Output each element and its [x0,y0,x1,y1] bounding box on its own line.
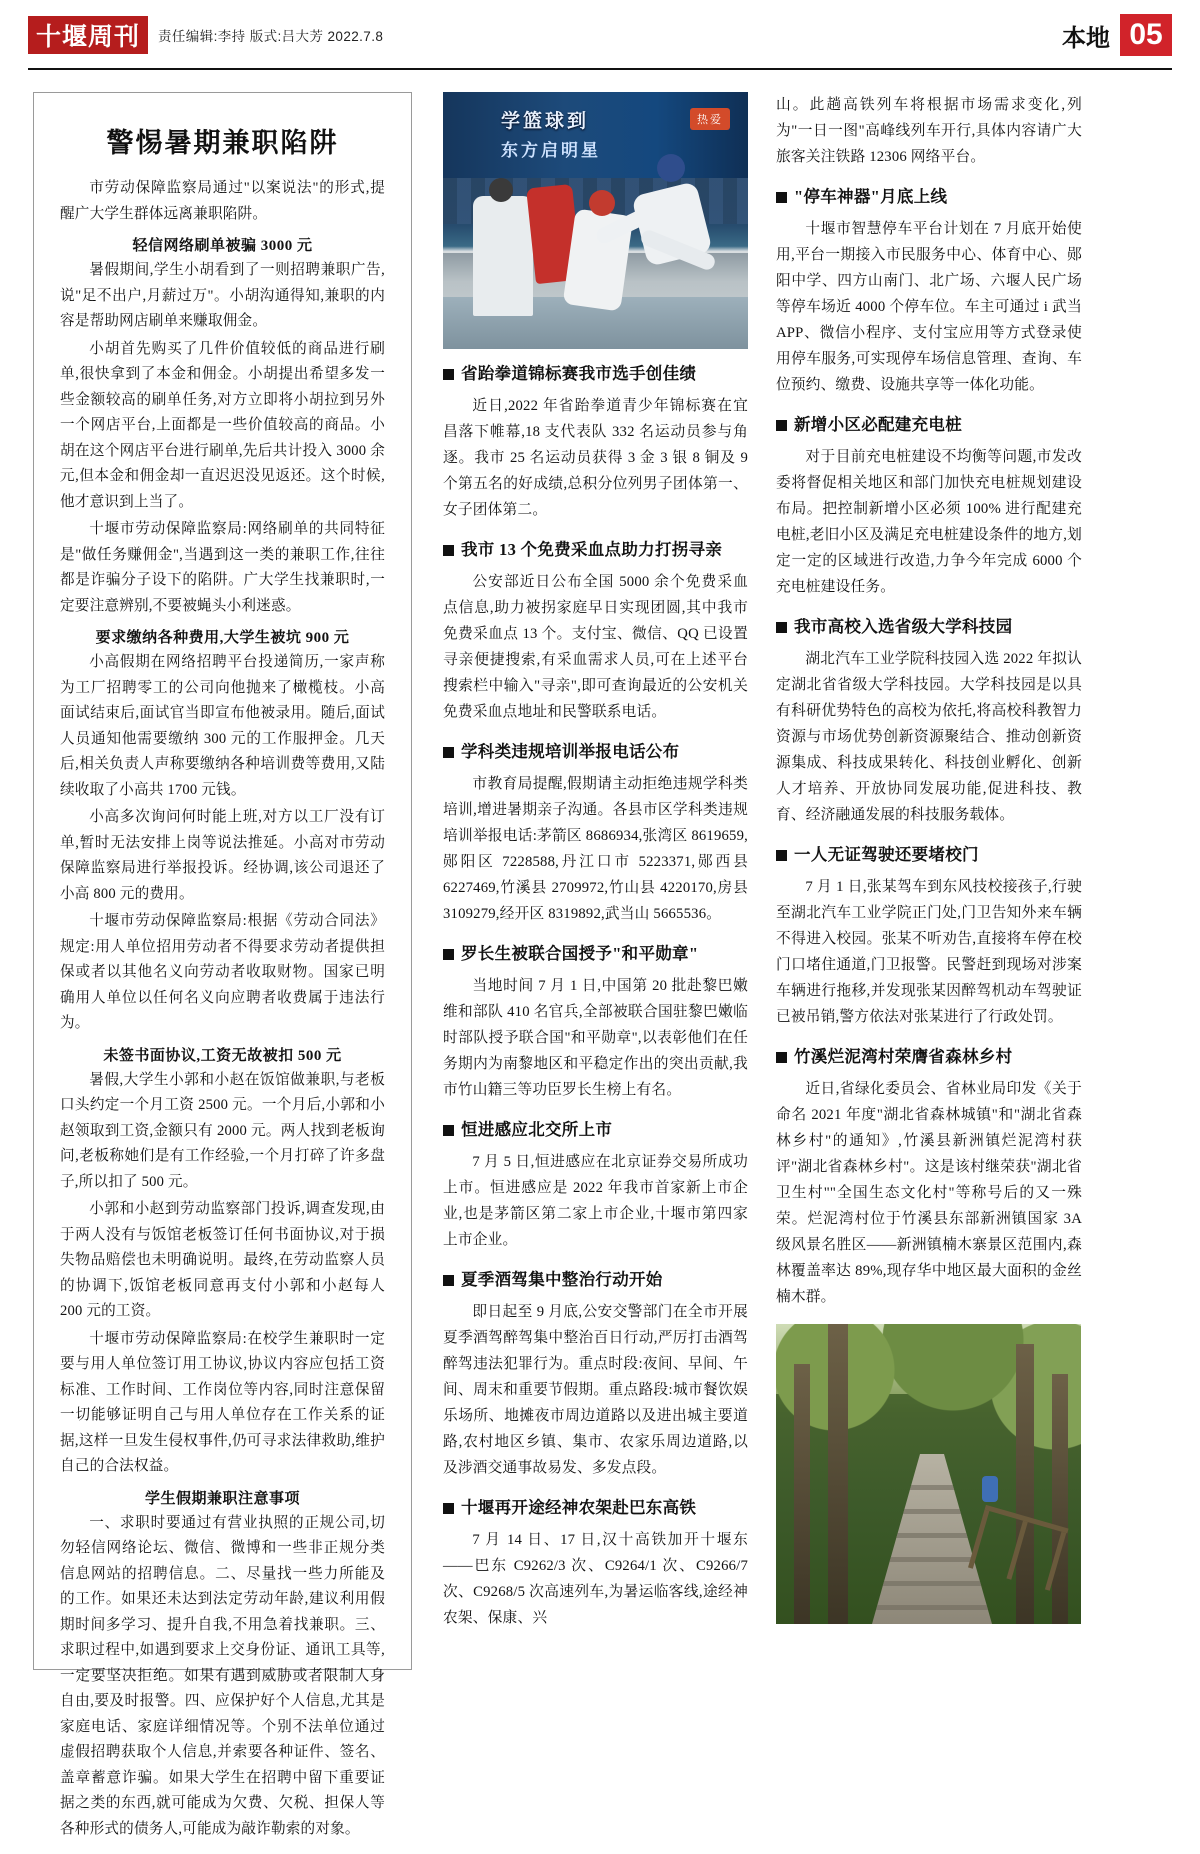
bullet-square-icon [443,545,454,556]
article-title: 罗长生被联合国授予"和平勋章" [461,944,699,963]
paragraph: 对于目前充电桩建设不均衡等问题,市发改委将督促相关地区和部门加快充电桩规划建设布局。把控制新增小区必须 100% 进行配建充电桩,老旧小区及满足充电桩建设条件的地方,划定一定的区域进行改造,力争今年完成 6000 个充电桩建设任务。 [776,449,1082,595]
paragraph: 湖北汽车工业学院科技园入选 2022 年拟认定湖北省省级大学科技园。大学科技园是以具有科研优势特色的高校为依托,将高校科教智力资源与市场优势创新资源聚结合、推动创新资源集成、科技成果转化、科技创业孵化、创新人才培养、开放协同发展功能,促进科技、教育、经济融通发展的科技服务载体。 [776,651,1082,823]
publication-logo: 十堰周刊 [28,16,148,54]
photo-banner-line2: 东方启明星 [501,141,601,160]
paragraph: 近日,2022 年省跆拳道青少年锦标赛在宜昌落下帷幕,18 支代表队 332 名运动员参与角逐。我市 25 名运动员获得 3 金 3 银 8 铜及 9 个第五名的好成绩,总积分位列男子团体第一、女子团体第二。 [443,398,748,518]
article-title: 新增小区必配建充电桩 [794,415,962,434]
masthead-meta: 责任编辑:李持 版式:吕大芳 2022.7.8 [158,29,384,44]
article-title: 我市高校入选省级大学科技园 [794,617,1013,636]
paragraph: 小高多次询问何时能上班,对方以工厂没有订单,暂时无法安排上岗等说法推延。小高对市劳动保障监察局进行举报投诉。经协调,该公司退还了小高 800 元的费用。 [60,809,385,902]
page-title: 警惕暑期兼职陷阱 [106,128,339,158]
page-number-badge: 05 [1120,14,1172,56]
article-heading [443,741,748,763]
forest-village-photo [776,1324,1081,1624]
masthead [0,0,1200,70]
article-title: 恒进感应北交所上市 [461,1120,613,1139]
paragraph: 当地时间 7 月 1 日,中国第 20 批赴黎巴嫩维和部队 410 名官兵,全部被联合国驻黎巴嫩临时部队授予联合国"和平勋章",以表彰他们在任务期内为南黎地区和平稳定作出的突出贡献,我市竹山籍三等功臣罗长生榜上有名。 [443,978,748,1098]
bullet-square-icon [776,622,787,633]
paragraph: 近日,省绿化委员会、省林业局印发《关于命名 2021 年度"湖北省森林城镇"和"湖北省森林乡村"的通知》,竹溪县新洲镇烂泥湾村获评"湖北省森林乡村"。这是该村继荣获"湖北省卫生村""全国生态文化村"等称号后的又一殊荣。烂泥湾村位于竹溪县东部新洲镇国家 3A 级风景名胜区——新洲镇楠木寨景区范围内,森林覆盖率达 89%,现存华中地区最大面积的金丝楠木群。 [776,1081,1082,1305]
article-title: 十堰再开途经神农架赴巴东高铁 [461,1498,697,1517]
article-title: 竹溪烂泥湾村荣膺省森林乡村 [794,1047,1013,1066]
section-label: 本地 [1062,25,1110,52]
paragraph: 十堰市劳动保障监察局:网络刷单的共同特征是"做任务赚佣金",当遇到这一类的兼职工作,往往都是诈骗分子设下的陷阱。广大学生找兼职时,一定要注意辨别,不要被蝇头小利迷惑。 [60,521,385,614]
article-heading [443,1269,748,1291]
subhead-3: 未签书面协议,工资无故被扣 500 元 [103,1047,342,1064]
paragraph: 暑假期间,学生小胡看到了一则招聘兼职广告,说"足不出户,月薪过万"。小胡沟通得知,兼职的内容是帮助网店刷单来赚取佣金。 [60,262,385,329]
column-three [776,92,1082,1624]
article-heading [443,539,748,561]
article-title: 夏季酒驾集中整治行动开始 [461,1270,663,1289]
bullet-square-icon [443,1503,454,1514]
paragraph: 7 月 5 日,恒进感应在北京证券交易所成功上市。恒进感应是 2022 年我市首家新上市企业,也是茅箭区第二家上市企业,十堰市第四家上市企业。 [443,1154,748,1248]
article-heading [776,844,1082,866]
article-title: 学科类违规培训举报电话公布 [461,742,680,761]
paragraph: 十堰市劳动保障监察局:根据《劳动合同法》规定:用人单位招用劳动者不得要求劳动者提供担保或者以其他名义向劳动者收取财物。国家已明确用人单位以任何名义向应聘者收费属于违法行为。 [60,913,385,1031]
paragraph: 小郭和小赵到劳动监察部门投诉,调查发现,由于两人没有与饭馆老板签订任何书面协议,对于损失物品赔偿也未明确说明。最终,在劳动监察人员的协调下,饭馆老板同意再支付小郭和小赵每人 200 元的工资。 [60,1201,385,1319]
article-heading [443,943,748,965]
article-heading [776,1046,1082,1068]
bullet-square-icon [776,1052,787,1063]
bullet-square-icon [776,420,787,431]
paragraph: 7 月 14 日、17 日,汉十高铁加开十堰东——巴东 C9262/3 次、C9264/1 次、C9266/7 次、C9268/5 次高速列车,为暑运临客线,途经神农架、保康、兴 [443,1532,748,1626]
article-heading [443,1497,748,1519]
article-title: "停车神器"月底上线 [794,187,948,206]
subhead-4: 学生假期兼职注意事项 [144,1490,300,1507]
subhead-1: 轻信网络刷单被骗 3000 元 [132,238,313,254]
article-heading [443,1119,748,1141]
article-heading [443,363,748,385]
continuation-paragraph: 山。此趟高铁列车将根据市场需求变化,列为"一日一图"高峰线列车开行,具体内容请广大旅客关注铁路 12306 网络平台。 [776,97,1082,165]
paragraph: 小胡首先购买了几件价值较低的商品进行刷单,很快拿到了本金和佣金。小胡提出希望多发一些金额较高的刷单任务,对方立即将小胡拉到另外一个网店平台,上面都是一些价值较高的商品。小胡在这个网店平台进行刷单,先后共计投入 3000 余元,但本金和佣金却一直迟迟没见返还。这个时候,他才意识到上当了。 [60,340,385,510]
photo-banner-line1: 学篮球到 [501,111,590,132]
article-heading [776,186,1082,208]
paragraph: 即日起至 9 月底,公安交警部门在全市开展夏季酒驾醉驾集中整治百日行动,严厉打击酒驾醉驾违法犯罪行为。重点时段:夜间、早间、午间、周末和重要节假期。重点路段:城市餐饮娱乐场所、地摊夜市周边道路以及进出城主要道路,农村地区乡镇、集市、农家乐周边道路,以及涉酒交通事故易发、多发点段。 [443,1304,748,1476]
article-title: 一人无证驾驶还要堵校门 [794,845,979,864]
article-title: 我市 13 个免费采血点助力打拐寻亲 [461,540,723,559]
paragraph: 公安部近日公布全国 5000 余个免费采血点信息,助力被拐家庭早日实现团圆,其中我市免费采血点 13 个。支付宝、微信、QQ 已设置寻亲便捷搜索,有采血需求人员,可在上述平台搜索栏中输入"寻亲",即可查询最近的公安机关免费采血点地址和民警联系电话。 [443,574,748,720]
paragraph: 十堰市劳动保障监察局:在校学生兼职时一定要与用人单位签订用工协议,协议内容应包括工资标准、工作时间、工作岗位等内容,同时注意保留一切能够证明自己与用人单位存在工作关系的证据,这样一旦发生侵权事件,仍可寻求法律救助,维护自己的合法权益。 [60,1330,385,1474]
photo-banner-chip: 热爱 [690,108,730,130]
paragraph: 暑假,大学生小郭和小赵在饭馆做兼职,与老板口头约定一个月工资 2500 元。一个月后,小郭和小赵领取到工资,金额只有 2000 元。两人找到老板询问,老板称她们是有工作经验,一个月打碎了许多盘子,所以扣了 500 元。 [60,1071,385,1190]
lead-paragraph: 市劳动保障监察局通过"以案说法"的形式,提醒广大学生群体远离兼职陷阱。 [60,180,385,222]
column-two [443,92,748,1634]
article-title: 省跆拳道锦标赛我市选手创佳绩 [461,364,697,383]
bullet-square-icon [443,1275,454,1286]
bullet-square-icon [443,369,454,380]
paragraph: 市教育局提醒,假期请主动拒绝违规学科类培训,增进暑期亲子沟通。各县市区学科类违规培训举报电话:茅箭区 8686934,张湾区 8619659,郧阳区 7228588,丹江口市 5223371,郧西县 6227469,竹溪县 2709972,竹山县 4220170,房县 3109279,经开区 8319892,武当山 5665536。 [443,776,748,922]
paragraph: 一、求职时要通过有营业执照的正规公司,切勿轻信网络论坛、微信、微博和一些非正规分类信息网站的招聘信息。二、尽量找一些力所能及的工作。如果还未达到法定劳动年龄,建议利用假期时间多学习、提升自我,不用急着找兼职。三、求职过程中,如遇到要求上交身份证、通讯工具等,一定要坚决拒绝。如果有遇到威胁或者限制人身自由,要及时报警。四、应保护好个人信息,尤其是家庭电话、家庭详细情况等。个别不法单位通过虚假招聘获取个人信息,并索要各种证件、签名、盖章蓄意诈骗。如果大学生在招聘中留下重要证据之类的东西,就可能成为欠费、欠税、担保人等各种形式的债务人,可能成为敲诈勒索的对象。 [60,1514,385,1837]
article-heading [776,414,1082,436]
bullet-square-icon [776,192,787,203]
masthead-right [1062,14,1172,56]
paragraph: 7 月 1 日,张某驾车到东风技校接孩子,行驶至湖北汽车工业学院正门处,门卫告知外来车辆不得进入校园。张某不听劝告,直接将车停在校门口堵住通道,门卫报警。民警赶到现场对涉案车辆进行拖移,并发现张某因醉驾机动车驾驶证已被吊销,警方依法对张某进行了行政处罚。 [776,879,1082,1025]
column-main-feature [33,92,412,1837]
article-heading [776,616,1082,638]
bullet-square-icon [443,949,454,960]
bullet-square-icon [776,850,787,861]
taekwondo-match-photo [443,92,748,349]
subhead-2: 要求缴纳各种费用,大学生被坑 900 元 [95,630,350,646]
bullet-square-icon [443,1125,454,1136]
bullet-square-icon [443,747,454,758]
paragraph: 十堰市智慧停车平台计划在 7 月底开始使用,平台一期接入市民服务中心、体育中心、郧阳中学、四方山南门、北广场、六堰人民广场等停车场近 4000 个停车位。车主可通过 i 武当 APP、微信小程序、支付宝应用等方式登录使用停车服务,可实现停车场信息管理、查询、车位预约、缴费、设施共享等一体化功能。 [776,221,1082,393]
masthead-rule [28,68,1172,70]
paragraph: 小高假期在网络招聘平台投递简历,一家声称为工厂招聘零工的公司向他抛来了橄榄枝。小高面试结束后,面试官当即宣布他被录用。随后,面试人员通知他需要缴纳 300 元的工作服押金。几天后,相关负责人声称要缴纳各种培训费等费用,又陆续收取了小高共 1700 元钱。 [60,654,385,798]
